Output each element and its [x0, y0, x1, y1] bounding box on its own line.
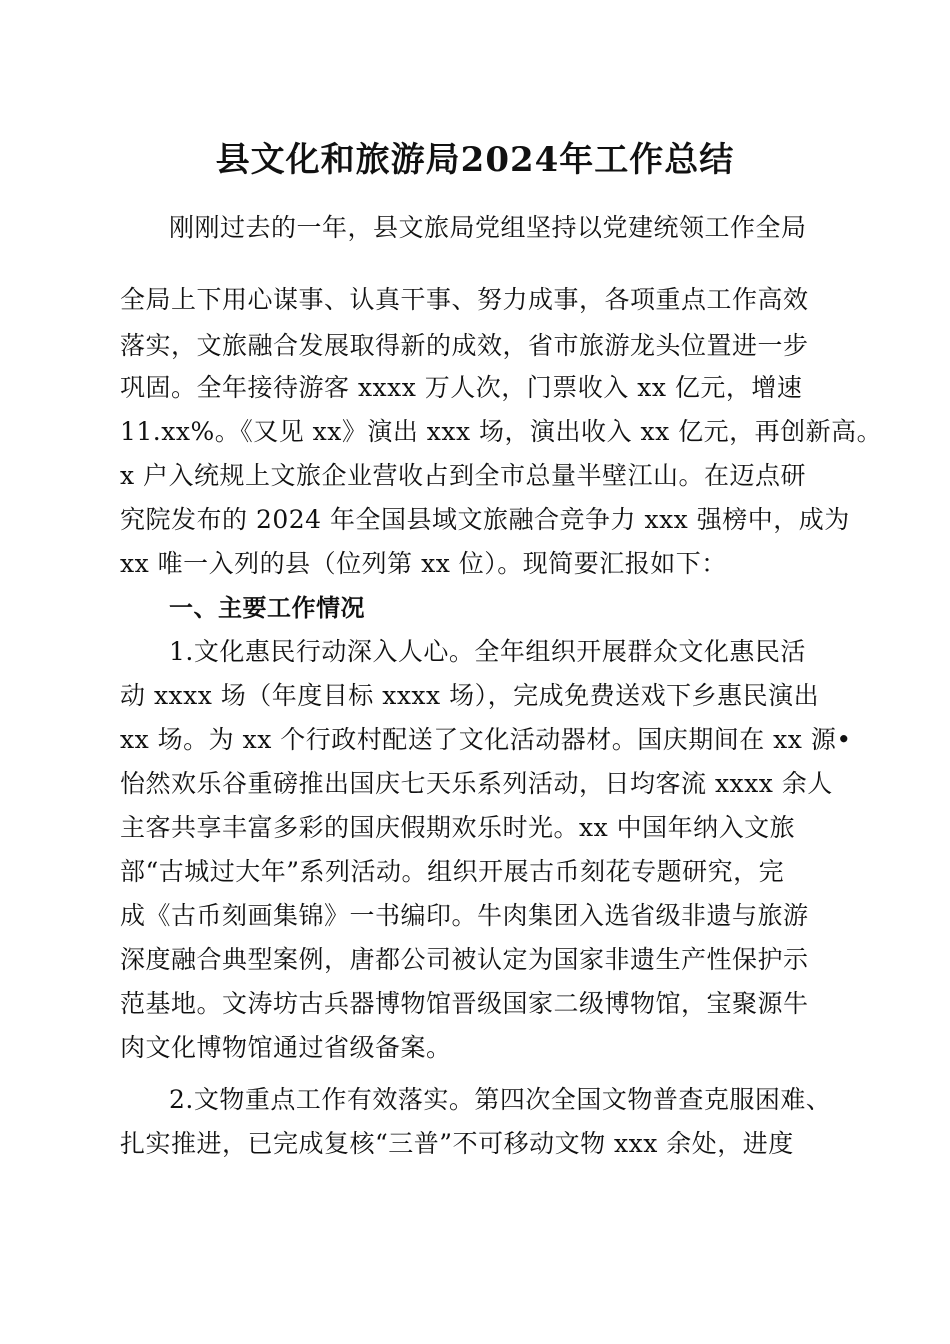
paragraph-intro-line-6: x 户入统规上文旅企业营收占到全市总量半壁江山。在迈点研: [120, 461, 807, 490]
paragraph-culture-line-4: 怡然欢乐谷重磅推出国庆七天乐系列活动，日均客流 xxxx 余人: [120, 769, 833, 798]
paragraph-culture-line-8: 深度融合典型案例，唐都公司被认定为国家非遗生产性保护示: [120, 945, 809, 974]
paragraph-intro-line-8: xx 唯一入列的县（位列第 xx 位）。现简要汇报如下：: [120, 549, 727, 578]
paragraph-culture-line-2: 动 xxxx 场（年度目标 xxxx 场），完成免费送戏下乡惠民演出: [120, 681, 820, 710]
document-title: 县文化和旅游局2024年工作总结: [215, 140, 735, 180]
paragraph-culture-line-1: 1.文化惠民行动深入人心。全年组织开展群众文化惠民活: [169, 637, 806, 666]
paragraph-intro-line-3: 落实，文旅融合发展取得新的成效，省市旅游龙头位置进一步: [120, 331, 809, 360]
paragraph-culture-line-6: 部“古城过大年”系列活动。组织开展古币刻花专题研究，完: [120, 857, 785, 886]
paragraph-culture-line-3: xx 场。为 xx 个行政村配送了文化活动器材。国庆期间在 xx 源•: [120, 725, 852, 754]
paragraph-intro-line-7: 究院发布的 2024 年全国县域文旅融合竞争力 xxx 强榜中，成为: [120, 505, 850, 534]
section-heading-main-work: 一、主要工作情况: [169, 594, 365, 622]
paragraph-culture-line-7: 成《古币刻画集锦》一书编印。牛肉集团入选省级非遗与旅游: [120, 901, 809, 930]
paragraph-intro-line-1: 刚刚过去的一年，县文旅局党组坚持以党建统领工作全局: [169, 213, 807, 242]
paragraph-intro-line-4: 巩固。全年接待游客 xxxx 万人次，门票收入 xx 亿元，增速: [120, 373, 803, 402]
paragraph-culture-line-5: 主客共享丰富多彩的国庆假期欢乐时光。xx 中国年纳入文旅: [120, 813, 796, 842]
paragraph-culture-line-9: 范基地。文涛坊古兵器博物馆晋级国家二级博物馆，宝聚源牛: [120, 989, 809, 1018]
paragraph-relics-line-1: 2.文物重点工作有效落实。第四次全国文物普查克服困难、: [169, 1085, 832, 1114]
paragraph-intro-line-5: 11.xx%。《又见 xx》演出 xxx 场，演出收入 xx 亿元，再创新高。: [120, 417, 883, 446]
paragraph-intro-line-2: 全局上下用心谋事、认真干事、努力成事，各项重点工作高效: [120, 285, 809, 314]
paragraph-relics-line-2: 扎实推进，已完成复核“三普”不可移动文物 xxx 余处，进度: [120, 1129, 794, 1158]
paragraph-culture-line-10: 肉文化博物馆通过省级备案。: [120, 1033, 452, 1062]
